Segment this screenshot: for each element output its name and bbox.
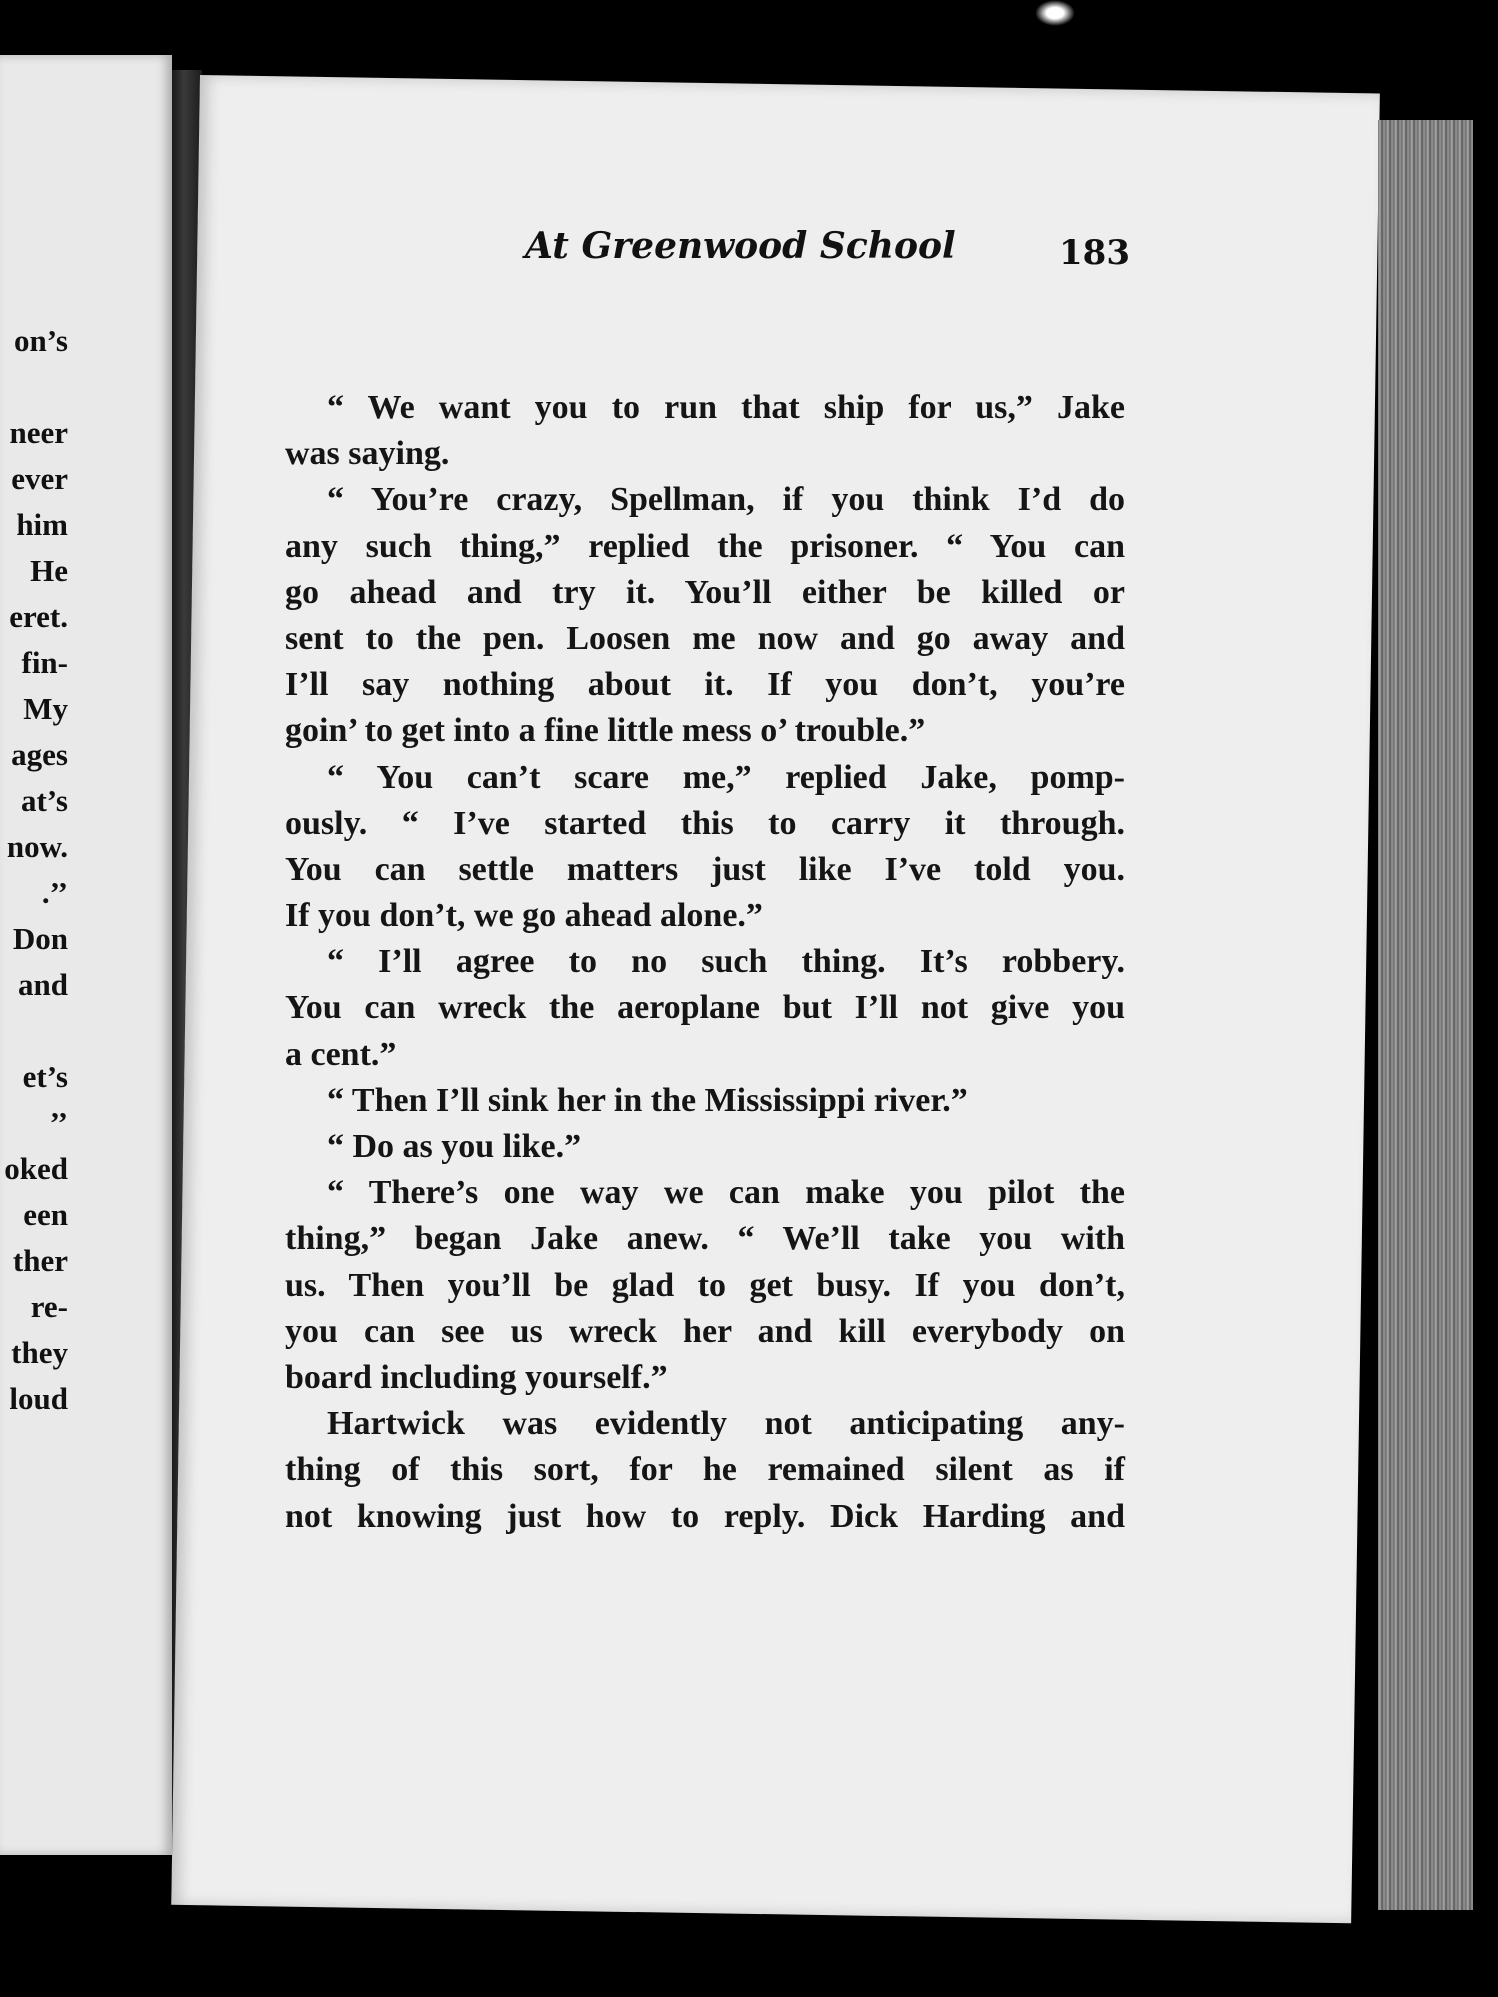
running-head: At Greenwood School xyxy=(525,225,956,267)
text-line: “ Then I’ll sink her in the Mississippi river.” xyxy=(327,1081,968,1119)
page-header xyxy=(310,225,1130,285)
left-page-line: ther xyxy=(12,1243,68,1278)
light-flare xyxy=(1035,0,1075,26)
left-page-line: et’s xyxy=(22,1059,68,1094)
left-page-line: Don xyxy=(12,921,68,956)
text-line: was saying. xyxy=(285,435,450,473)
left-page-line xyxy=(0,1008,68,1054)
text-line: Hartwick was evidently not anticipating any- xyxy=(327,1405,1125,1443)
text-line: any such thing,” replied the prisoner. “ You can xyxy=(285,527,1125,565)
left-page-line: een xyxy=(23,1197,68,1232)
text-line: you can see us wreck her and kill everybody on xyxy=(285,1312,1125,1350)
text-line: ously. “ I’ve started this to carry it through. xyxy=(285,804,1125,842)
left-page-line: neer xyxy=(9,415,68,450)
left-page-line: He xyxy=(30,553,68,588)
text-line: thing,” began Jake anew. “ We’ll take you with xyxy=(285,1220,1125,1258)
left-page-text-fragments xyxy=(0,318,68,1422)
left-page-line: .’’ xyxy=(41,875,68,910)
page-number: 183 xyxy=(1059,233,1130,273)
page-edges xyxy=(1378,120,1473,1910)
left-page-line: fin- xyxy=(21,645,68,680)
text-line: a cent.” xyxy=(285,1035,397,1073)
text-line: “ You’re crazy, Spellman, if you think I’d do xyxy=(327,481,1125,519)
left-page-line: ages xyxy=(11,737,68,772)
text-line: “ There’s one way we can make you pilot the xyxy=(327,1174,1125,1212)
left-page-line: re- xyxy=(30,1289,68,1324)
left-page-line: loud xyxy=(9,1381,68,1416)
text-line: “ Do as you like.” xyxy=(327,1128,582,1165)
text-line: sent to the pen. Loosen me now and go away and xyxy=(285,619,1125,657)
left-page-line: and xyxy=(18,967,68,1002)
left-page-line: now. xyxy=(6,829,68,864)
left-page-line: they xyxy=(11,1335,68,1370)
left-page-line: My xyxy=(23,691,68,726)
text-line: “ I’ll agree to no such thing. It’s robbery. xyxy=(327,943,1125,981)
text-line: board including yourself.” xyxy=(285,1358,668,1396)
text-line: I’ll say nothing about it. If you don’t, you’re xyxy=(285,666,1125,704)
body-text xyxy=(285,385,1125,1540)
text-line: thing of this sort, for he remained silent as if xyxy=(285,1451,1125,1489)
text-line: “ We want you to run that ship for us,” Jake xyxy=(327,389,1125,426)
text-line: You can wreck the aeroplane but I’ll not give you xyxy=(285,989,1125,1027)
left-page-line: ever xyxy=(11,461,68,496)
left-page-line: eret. xyxy=(9,599,68,634)
left-page-line: him xyxy=(16,507,68,542)
left-page-line: ’’ xyxy=(49,1105,68,1140)
left-page-line: oked xyxy=(4,1151,68,1186)
text-line: You can settle matters just like I’ve told you. xyxy=(285,850,1125,888)
text-line: not knowing just how to reply. Dick Harding and xyxy=(285,1497,1125,1535)
text-line: If you don’t, we go ahead alone.” xyxy=(285,897,763,935)
text-line: go ahead and try it. You’ll either be killed or xyxy=(285,573,1125,611)
left-page-line: at’s xyxy=(20,783,68,818)
left-page-line xyxy=(0,364,68,410)
left-page-line: on’s xyxy=(14,323,68,358)
text-line: us. Then you’ll be glad to get busy. If you don’t, xyxy=(285,1266,1125,1304)
text-line: goin’ to get into a fine little mess o’ trouble.” xyxy=(285,712,926,750)
text-line: “ You can’t scare me,” replied Jake, pomp- xyxy=(327,758,1125,796)
